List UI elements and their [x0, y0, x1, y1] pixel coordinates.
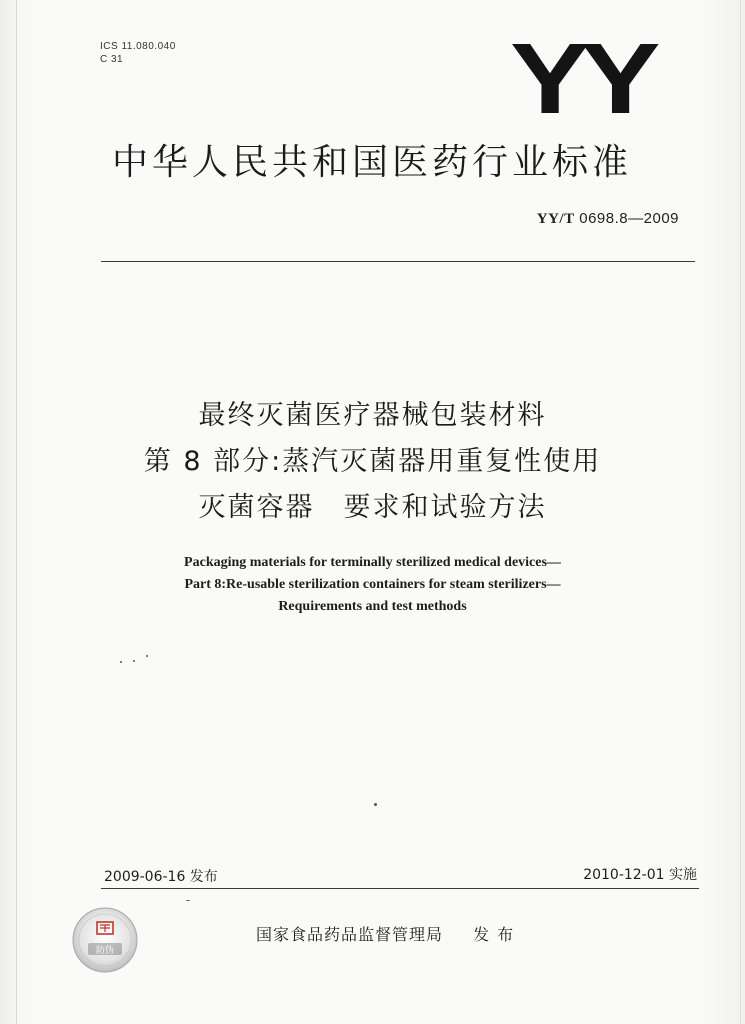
scan-speck	[374, 803, 377, 806]
title-cn-line-3: 灭菌容器 要求和试验方法	[198, 492, 547, 523]
anti-counterfeit-seal	[70, 905, 140, 975]
ics-code: ICS 11.080.040	[100, 41, 176, 52]
standard-number	[537, 210, 679, 228]
scan-speck	[120, 661, 122, 663]
standard-number-value: 0698.8—2009	[579, 210, 679, 227]
ccs-code: C 31	[100, 54, 124, 65]
seal-label: 防伪	[95, 946, 115, 956]
title-en-line-1: Packaging materials for terminally sterilized medical devices—	[184, 555, 561, 570]
title-english	[0, 552, 745, 618]
yy-logo: YY	[510, 23, 651, 135]
issue-date: 2009-06-16 发布	[104, 869, 218, 885]
standard-body-title: 中华人民共和国医药行业标准	[112, 142, 633, 183]
top-divider	[101, 261, 695, 262]
title-chinese	[0, 393, 745, 531]
scan-speck	[186, 900, 190, 901]
bottom-divider	[101, 888, 699, 889]
publish-label: 发布	[473, 925, 522, 944]
scan-speck	[133, 660, 135, 662]
issuer-line	[256, 922, 521, 945]
title-en-line-3: Requirements and test methods	[278, 599, 467, 614]
title-en-line-2: Part 8:Re-usable sterilization containers for steam sterilizers—	[184, 577, 561, 592]
issuing-authority: 国家食品药品监督管理局	[256, 925, 444, 944]
title-cn-line-2: 第 8 部分:蒸汽灭菌器用重复性使用	[143, 446, 602, 477]
classification-codes	[100, 40, 176, 66]
standard-prefix: YY/T	[536, 211, 575, 227]
title-cn-line-1: 最终灭菌医疗器械包装材料	[198, 400, 547, 431]
implementation-date: 2010-12-01 实施	[583, 867, 697, 883]
scan-speck	[146, 655, 148, 657]
